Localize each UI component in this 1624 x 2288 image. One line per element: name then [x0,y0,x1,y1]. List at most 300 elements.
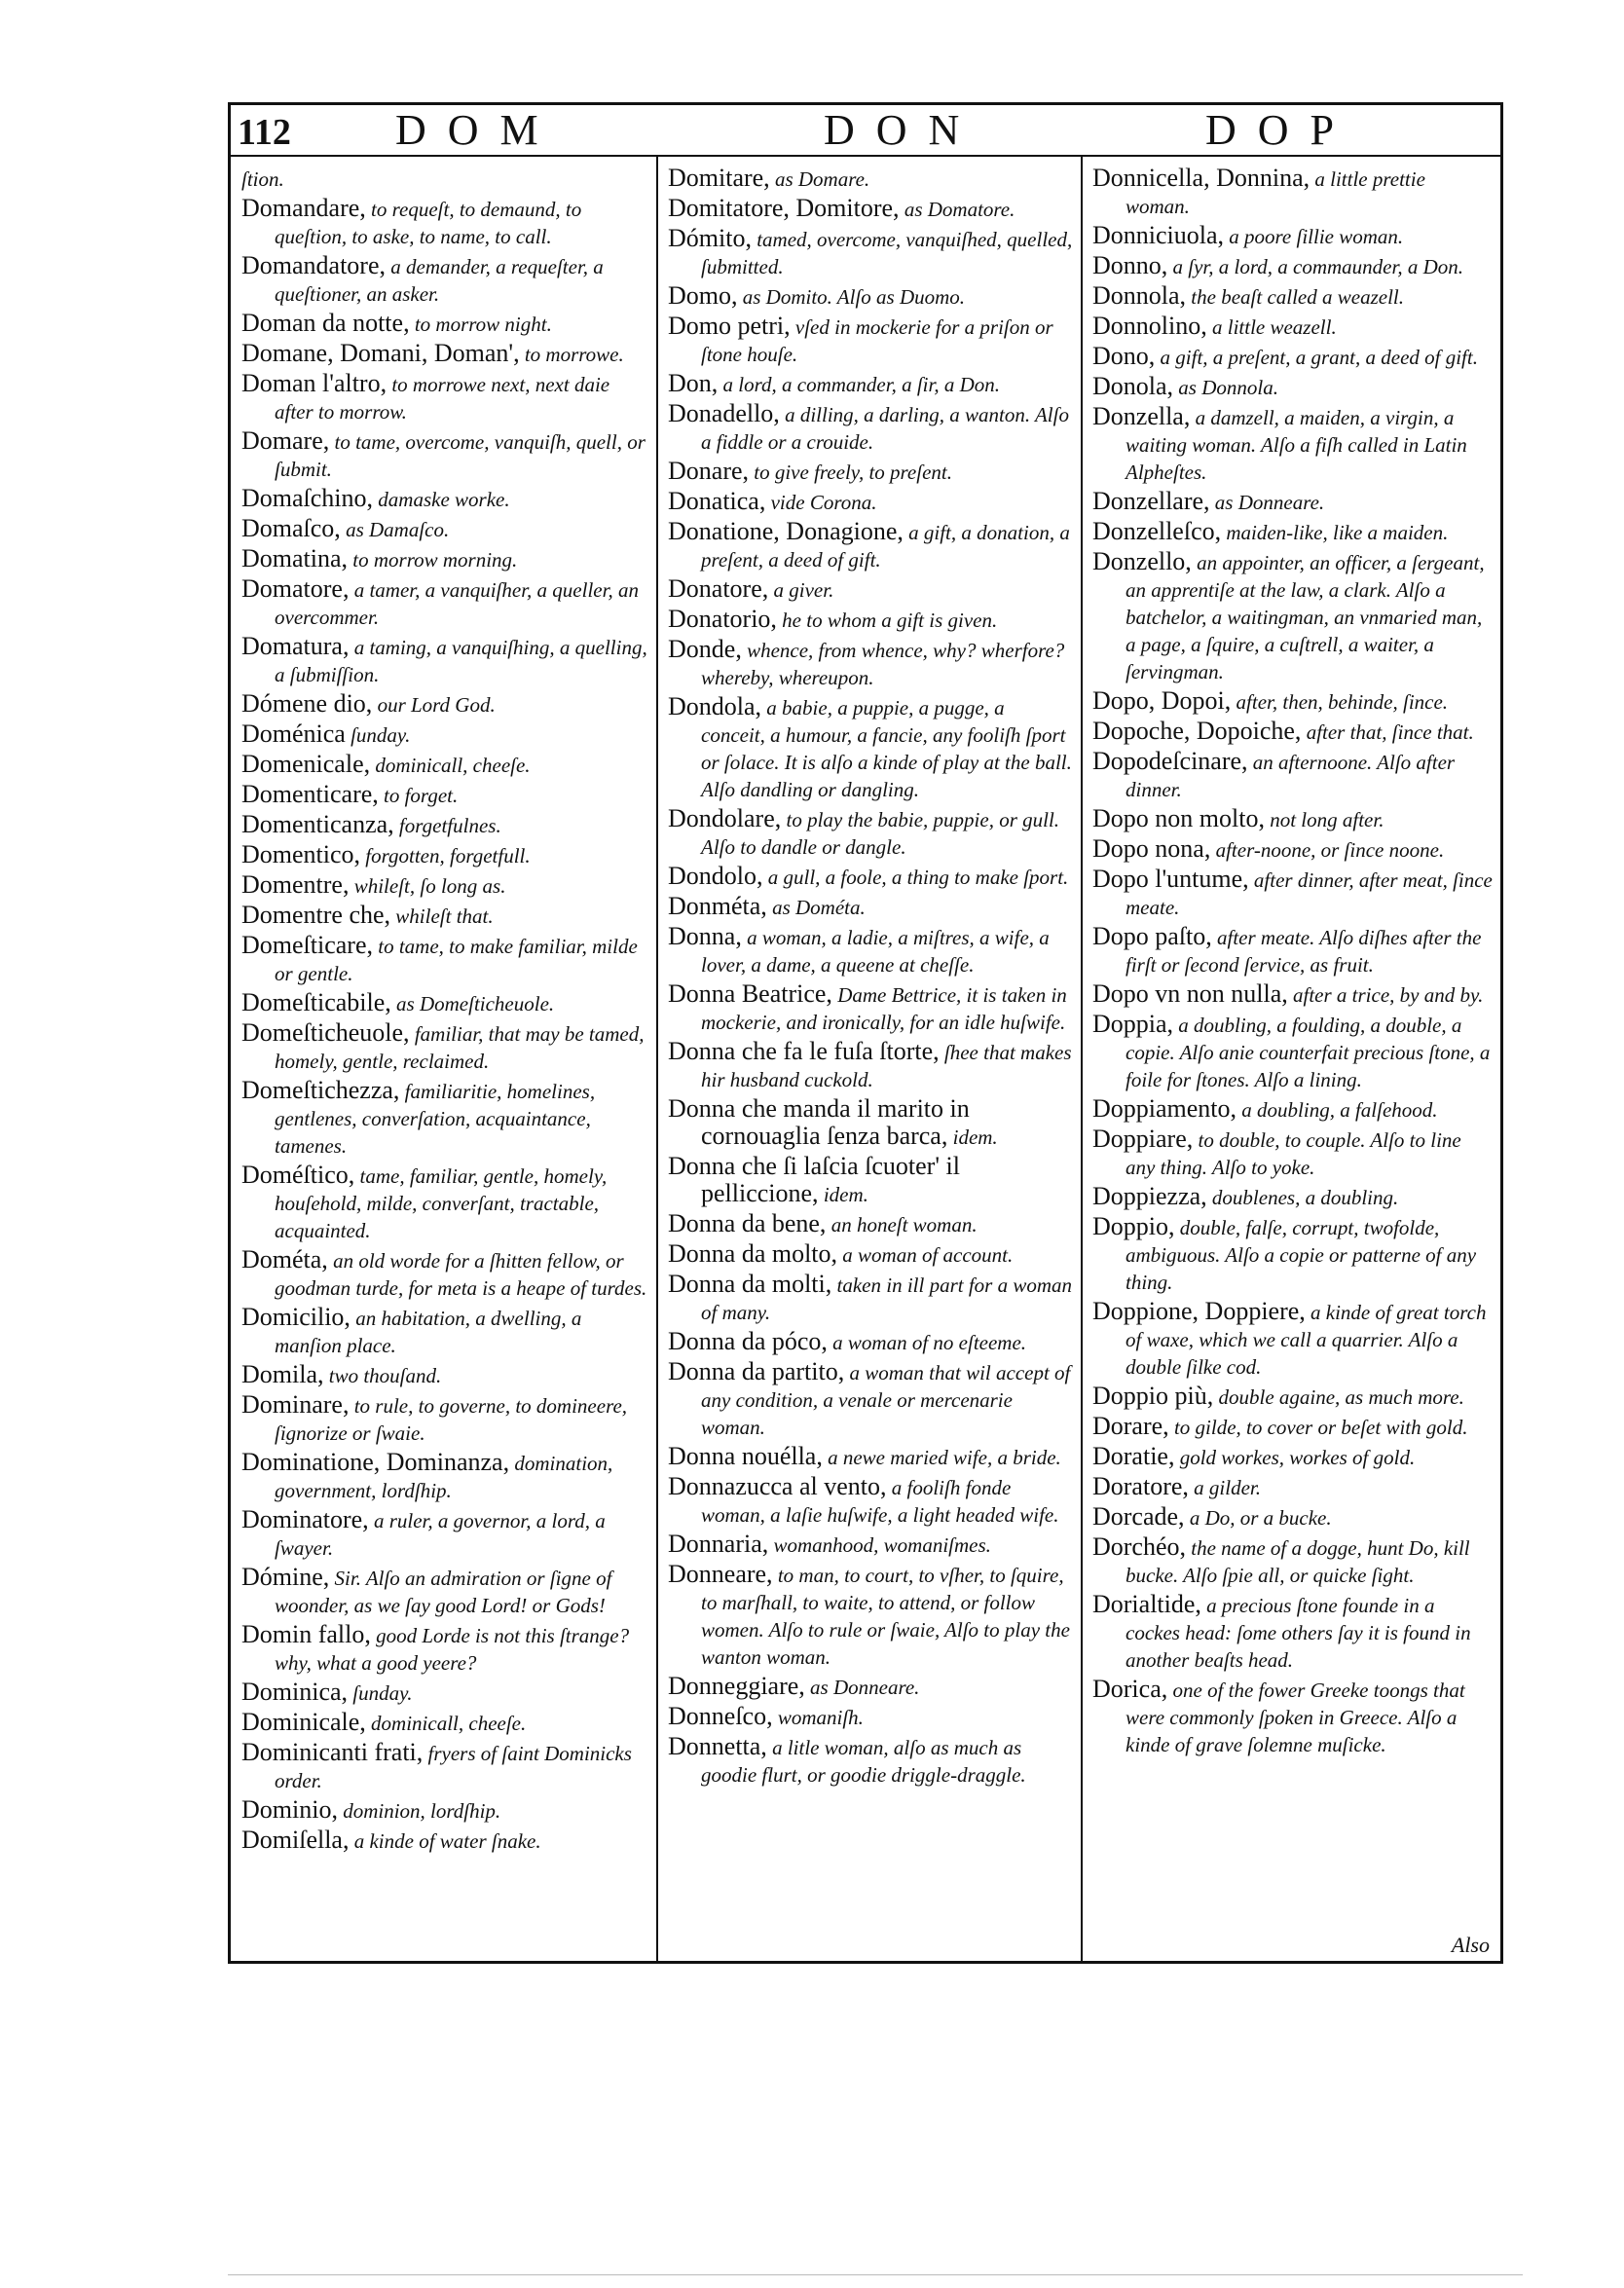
entry-definition: as Dométa. [766,896,866,919]
entry-definition: dominicall, cheeſe. [365,1712,527,1735]
entry-headword: Donneare, [668,1560,773,1588]
entry-definition: a woman, a ladie, a miſtres, a wife, a lover, a dame, a queene at cheſſe. [701,926,1050,977]
entry-headword: Donnetta, [668,1732,767,1760]
entry-headword: Donnola, [1092,281,1187,310]
dictionary-entry [668,1038,1073,1093]
dictionary-page [228,102,1503,1964]
entry-headword: Donneggiare, [668,1672,805,1700]
entry-definition: domination, government, lordſhip. [275,1452,613,1502]
top-rule [228,102,1503,105]
entry-definition: a woman of no eſteeme. [827,1331,1027,1354]
entry-definition: as Damaſco. [340,518,450,541]
entry-headword: Domenticare, [241,780,379,808]
dictionary-entry [241,1361,648,1389]
dictionary-entry [1092,1443,1494,1471]
entry-definition: a doubling, a falſehood. [1236,1098,1438,1122]
dictionary-entry [1092,718,1494,746]
entry-definition: double, falſe, corrupt, twofolde, ambiguous. Alſo a copie or patterne of any thing. [1126,1216,1477,1294]
entry-headword: Dopo, Dopoi, [1092,686,1232,715]
entry-headword: Donna che ſi laſcia ſcuoter' il pelliccione, [668,1152,960,1207]
entry-headword: Doppiamento, [1092,1094,1237,1123]
entry-definition: tame, familiar, gentle, homely, houſehold, milde, converſant, tractable, acquainted. [275,1164,608,1242]
page-number: 112 [238,112,291,153]
dictionary-entry [241,902,648,930]
dictionary-entry [1092,980,1494,1009]
dictionary-entry [241,690,648,719]
dictionary-entry [1092,1503,1494,1531]
entry-headword: Donzellare, [1092,487,1210,515]
dictionary-entry [241,340,648,368]
dictionary-entry [1092,1126,1494,1181]
left-rule [228,102,231,1964]
dictionary-entry [241,485,648,513]
entry-headword: Donna che fa le fuſa ſtorte, [668,1037,940,1065]
dictionary-entry [241,1621,648,1677]
entry-definition: ſunday. [348,1681,413,1705]
entry-headword: Domentico, [241,840,361,868]
entry-definition: doublenes, a doubling. [1206,1186,1399,1209]
entry-headword: Donzelleſco, [1092,517,1222,545]
dictionary-entry [241,1796,648,1825]
entry-definition: idem. [818,1183,868,1206]
entry-definition: good Lorde is not this ſtrange? why, what a good yeere? [275,1624,630,1675]
running-head-right: DOP [1205,106,1356,154]
entry-definition: after, then, behinde, ſince. [1231,690,1449,714]
entry-definition: an appointer, an officer, a ſergeant, an apprentiſe at the law, a clark. Alſo a batchelor, a waitingman, an vnmaried man, a page, a ſquire, a cuſtrell, a waiter, a ſervingman. [1126,551,1485,683]
dictionary-entry [1092,1011,1494,1093]
entry-definition: a gull, a foole, a thing to make ſport. [762,866,1069,889]
entry-headword: Domandatore, [241,251,387,279]
entry-definition: an afternoone. Alſo after dinner. [1126,751,1456,801]
column-divider [1081,155,1083,1964]
entry-definition: forgotten, forgetfull. [360,844,531,867]
dictionary-entry [1092,687,1494,716]
entry-definition: a precious ſtone founde in a cockes head: ſome others ſay it is found in another beaſts head. [1126,1594,1471,1672]
entry-headword: Dorcade, [1092,1502,1185,1531]
entry-headword: Dorchéo, [1092,1532,1187,1561]
entry-definition: a gilder. [1188,1476,1261,1499]
entry-headword: Doratore, [1092,1472,1189,1500]
dictionary-entry [1092,1183,1494,1211]
entry-definition: to tame, overcome, vanquiſh, quell, or ſubmit. [275,430,646,481]
entry-definition: as Donnola. [1173,376,1278,399]
entry-headword: Domeſticabile, [241,988,391,1016]
entry-headword: Dondolare, [668,804,782,832]
dictionary-entry [668,370,1073,398]
entry-definition: as Domare. [769,167,870,191]
entry-definition: a Do, or a bucke. [1184,1506,1332,1530]
entry-headword: Doman da notte, [241,309,410,337]
dictionary-entry [668,606,1073,634]
entry-definition: damaske worke. [373,488,510,511]
entry-headword: Doppio più, [1092,1382,1214,1410]
dictionary-entry [241,1739,648,1794]
entry-headword: Donna da molto, [668,1239,838,1268]
entry-headword: Doménica [241,720,346,748]
entry-definition: dominicall, cheeſe. [370,754,531,777]
header-rule [228,155,1503,157]
dictionary-entry [1092,518,1494,546]
entry-headword: Dominica, [241,1678,349,1706]
dictionary-entry [241,932,648,987]
entry-headword: Dorialtide, [1092,1590,1201,1618]
entry-headword: Dómine, [241,1563,330,1591]
entry-headword: Dominicale, [241,1708,366,1736]
dictionary-entry [668,863,1073,891]
entry-definition: as Donneare. [804,1676,920,1699]
entry-headword: Doppio, [1092,1212,1175,1240]
entry-headword: Dopo l'untume, [1092,865,1249,893]
dictionary-entry [241,1709,648,1737]
entry-definition: two thouſand. [323,1364,442,1387]
entry-definition: to morrow morning. [348,548,518,572]
dictionary-entry [1092,1213,1494,1296]
entry-headword: Donadello, [668,399,780,427]
entry-definition: a dilling, a darling, a wanton. Alſo a fiddle or a crouide. [701,403,1069,454]
entry-headword: Doppiare, [1092,1125,1194,1153]
entry-headword: Dorare, [1092,1412,1169,1440]
entry-headword: Dopo nona, [1092,834,1211,863]
entry-definition: a tamer, a vanquiſher, a queller, an overcommer. [275,578,639,629]
entry-headword: Donneſco, [668,1702,773,1730]
entry-headword: Doppiezza, [1092,1182,1207,1210]
entry-headword: Dondolo, [668,862,763,890]
entry-headword: Dopo paſto, [1092,922,1212,950]
dictionary-entry [241,195,648,250]
entry-headword: Dómene dio, [241,689,373,718]
entry-headword: Donnaria, [668,1530,769,1558]
entry-definition: a fooliſh fonde woman, a laſie huſwife, a light headed wife. [701,1476,1059,1527]
dictionary-entry [668,1358,1073,1441]
entry-headword: Donméta, [668,892,767,920]
dictionary-entry [241,871,648,900]
dictionary-entry [668,893,1073,921]
dictionary-entry [241,1449,648,1504]
entry-headword: Domicilio, [241,1303,351,1331]
dictionary-entry [668,1328,1073,1356]
entry-headword: Donatica, [668,487,766,515]
entry-headword: Dopodeſcinare, [1092,747,1248,775]
entry-headword: Dorica, [1092,1675,1168,1703]
entry-definition: a ſyr, a lord, a commaunder, a Don. [1167,255,1463,278]
entry-headword: Domatura, [241,632,350,660]
dictionary-entry [668,1443,1073,1471]
entry-definition: a giver. [768,578,834,602]
entry-headword: Donno, [1092,251,1168,279]
dictionary-entry [241,165,648,193]
entry-definition: ſhee that makes hir husband cuckold. [701,1041,1072,1091]
entry-headword: Domeſtichezza, [241,1076,400,1104]
entry-headword: Domaſchino, [241,484,374,512]
entry-headword: Doratie, [1092,1442,1175,1470]
entry-headword: Domila, [241,1360,324,1388]
entry-definition: a poore ſillie woman. [1224,225,1404,248]
entry-definition: a gift, a donation, a preſent, a deed of gift. [701,521,1070,572]
entry-headword: Dominatore, [241,1505,369,1533]
dictionary-entry [668,195,1073,223]
dictionary-entry [241,989,648,1017]
dictionary-entry [241,1304,648,1359]
entry-definition: an habitation, a dwelling, a manſion place. [275,1307,582,1357]
dictionary-entry [668,1733,1073,1789]
dictionary-entry [241,1679,648,1707]
dictionary-entry [241,1246,648,1302]
running-head-center: DON [824,106,981,154]
dictionary-entry [668,805,1073,861]
entry-definition: fryers of ſaint Dominicks order. [275,1742,632,1792]
dictionary-entry [241,575,648,631]
entry-headword: Dominicanti frati, [241,1738,424,1766]
dictionary-entry [241,427,648,483]
entry-headword: Dómito, [668,224,752,252]
entry-definition: an honeſt woman. [826,1213,978,1236]
dictionary-entry [241,545,648,573]
entry-headword: Donnicella, Donnina, [1092,165,1310,192]
entry-definition: a newe maried wife, a bride. [822,1446,1061,1469]
dictionary-entry [668,1703,1073,1731]
entry-headword: Donna nouélla, [668,1442,823,1470]
dictionary-entry [668,282,1073,311]
dictionary-entry [1092,1676,1494,1758]
entry-definition: a woman that wil accept of any condition, a venale or mercenarie woman. [701,1361,1071,1439]
dictionary-entry [668,1153,1073,1208]
entry-headword: Donniciuola, [1092,221,1225,249]
entry-headword: Dopo vn non nulla, [1092,979,1288,1008]
entry-headword: Dondola, [668,692,762,720]
entry-definition: after that, ſince that. [1301,720,1474,744]
dictionary-entry [241,781,648,809]
dictionary-entry [668,1271,1073,1326]
entry-definition: a damzell, a maiden, a virgin, a waiting woman. Alſo a fiſh called in Latin Alpheſtes. [1126,406,1467,484]
entry-headword: Doppione, Doppiere, [1092,1297,1306,1325]
entry-headword: Donna da partito, [668,1357,845,1385]
dictionary-entry [241,1019,648,1075]
dictionary-entry [668,458,1073,486]
dictionary-entry [1092,1298,1494,1381]
dictionary-entry [668,693,1073,803]
entry-headword: Donna Beatrice, [668,979,832,1008]
dictionary-entry [668,923,1073,978]
entry-definition: double againe, as much more. [1213,1385,1464,1409]
dictionary-entry [241,1162,648,1244]
entry-definition: maiden-like, like a maiden. [1221,521,1449,544]
entry-headword: Dométa, [241,1245,328,1273]
dictionary-entry [668,1673,1073,1701]
entry-definition: ſtion. [241,167,284,191]
dictionary-entry [1092,165,1494,220]
dictionary-entry [668,1473,1073,1529]
dictionary-entry [241,720,648,749]
column-divider [656,155,658,1964]
entry-column-middle [668,165,1073,1956]
entry-headword: Dominio, [241,1795,338,1824]
entry-definition: as Domeſticheuole. [390,992,555,1015]
entry-headword: Domane, Domani, Doman', [241,339,520,367]
entry-definition: Dame Bettrice, it is taken in mockerie, and ironically, for an idle huſwife. [701,983,1067,1034]
dictionary-entry [668,313,1073,368]
entry-headword: Don, [668,369,719,397]
entry-definition: to morrowe. [519,343,624,366]
dictionary-entry [668,518,1073,573]
entry-headword: Domentre, [241,870,350,899]
dictionary-entry [1092,488,1494,516]
dictionary-entry [241,1077,648,1160]
entry-definition: taken in ill part for a woman of many. [701,1273,1073,1324]
entry-definition: a woman of account. [837,1243,1014,1267]
entry-headword: Donde, [668,635,742,663]
dictionary-entry [241,633,648,688]
entry-definition: to forget. [378,784,459,807]
entry-headword: Donzella, [1092,402,1191,430]
running-head-left: DOM [395,106,560,154]
dictionary-entry [668,1240,1073,1269]
entry-definition: a litle woman, alſo as much as goodie flurt, or goodie driggle-draggle. [701,1736,1026,1787]
entry-definition: to requeſt, to demaund, to queſtion, to aske, to name, to call. [275,198,582,248]
entry-definition: as Domatore. [899,198,1015,221]
entry-headword: Dominatione, Dominanza, [241,1448,510,1476]
dictionary-entry [1092,222,1494,250]
entry-headword: Donatorio, [668,605,777,633]
dictionary-entry [668,980,1073,1036]
entry-definition: a little prettie woman. [1126,167,1425,218]
entry-definition: a kinde of water ſnake. [349,1829,541,1853]
entry-definition: to give freely, to preſent. [749,461,952,484]
dictionary-entry [1092,313,1494,341]
dictionary-entry [1092,866,1494,921]
entry-headword: Doman l'altro, [241,369,388,397]
entry-definition: a taming, a vanquiſhing, a quelling, a ſubmiſſion. [275,636,647,686]
entry-definition: to play the babie, puppie, or gull. Alſo to dandle or dangle. [701,808,1060,859]
entry-definition: tamed, overcome, vanquiſhed, quelled, ſubmitted. [701,228,1073,278]
entry-headword: Domitare, [668,165,770,192]
entry-definition: after dinner, after meat, ſince meate. [1126,868,1493,919]
entry-headword: Domandare, [241,194,366,222]
entry-headword: Donna da bene, [668,1209,827,1237]
entry-definition: to morrowe next, next daie after to morrow. [275,373,610,424]
entry-definition: an old worde for a ſhitten fellow, or goodman turde, for meta is a heape of turdes. [275,1249,647,1300]
dictionary-entry [668,636,1073,691]
entry-definition: a babie, a puppie, a pugge, a conceit, a humour, a fancie, any fooliſh ſport or ſolace. It is alſo a kinde of play at the ball. Alſo dandling or dangling. [701,696,1072,801]
entry-headword: Donare, [668,457,750,485]
entry-headword: Domeſticheuole, [241,1018,410,1047]
entry-definition: to tame, to make familiar, milde or gentle. [275,935,638,985]
dictionary-entry [668,225,1073,280]
catchword: Also [1451,1933,1490,1957]
dictionary-entry [241,751,648,779]
entry-headword: Doméſtico, [241,1161,355,1189]
entry-definition: not long after. [1264,808,1384,831]
entry-definition: as Domito. Alſo as Duomo. [737,285,966,309]
entry-definition: vſed in mockerie for a priſon or ſtone houſe. [701,315,1053,366]
entry-headword: Dominare, [241,1390,350,1419]
entry-definition: one of the fower Greeke toongs that were commonly ſpoken in Greece. Alſo a kinde of grave ſolemne muſicke. [1126,1679,1465,1756]
dictionary-entry [1092,252,1494,280]
dictionary-entry [668,1095,1073,1151]
entry-headword: Donna da molti, [668,1270,832,1298]
entry-headword: Domentre che, [241,901,391,929]
entry-definition: whileſt that. [390,904,494,928]
dictionary-entry [1092,343,1494,371]
entry-headword: Domaſco, [241,514,341,542]
entry-definition: to man, to court, to vſher, to ſquire, to marſhall, to waite, to attend, or follow women. Alſo to rule or ſwaie, Alſo to play the wanton woman. [701,1564,1070,1669]
entry-definition: our Lord God. [372,693,496,717]
entry-definition: after meate. Alſo diſhes after the firſt or ſecond ſervice, as fruit. [1126,926,1482,977]
dictionary-entry [241,310,648,338]
dictionary-entry [668,1531,1073,1559]
entry-definition: the beaſt called a weazell. [1186,285,1404,309]
entry-column-left [241,165,648,1956]
entry-definition: dominion, lordſhip. [337,1799,501,1823]
dictionary-entry [668,1561,1073,1671]
entry-headword: Donna che manda il marito in cornouaglia ſenza barca, [668,1094,970,1150]
entry-headword: Domo, [668,281,738,310]
dictionary-entry [668,400,1073,456]
entry-headword: Donatione, Donagione, [668,517,904,545]
dictionary-entry [241,1827,648,1855]
dictionary-entry [241,252,648,308]
entry-definition: to morrow night. [409,313,552,336]
dictionary-entry [1092,805,1494,833]
entry-headword: Domin fallo, [241,1620,371,1648]
entry-headword: Dono, [1092,342,1156,370]
entry-headword: Donna, [668,922,742,950]
entry-headword: Domare, [241,426,330,455]
entry-definition: a kinde of great torch of waxe, which we call a quarrier. Alſo a double ſilke cod. [1126,1301,1487,1379]
entry-headword: Donnazucca al vento, [668,1472,887,1500]
entry-headword: Domo petri, [668,312,791,340]
entry-definition: a little weazell. [1206,315,1337,339]
dictionary-entry [241,1506,648,1562]
entry-definition: vide Corona. [765,491,877,514]
dictionary-entry [1092,548,1494,685]
dictionary-entry [668,575,1073,604]
dictionary-entry [241,370,648,425]
entry-definition: whileſt, ſo long as. [349,874,506,898]
entry-definition: womaniſh. [772,1706,864,1729]
entry-definition: as Donneare. [1209,491,1325,514]
entry-definition: forgetfulnes. [393,814,501,837]
entry-headword: Donola, [1092,372,1174,400]
entry-headword: Domatore, [241,574,350,603]
entry-definition: womanhood, womaniſmes. [768,1533,991,1557]
dictionary-entry [1092,1591,1494,1674]
entry-definition: ſunday. [345,723,411,747]
entry-definition: to gilde, to cover or beſet with gold. [1168,1416,1468,1439]
entry-headword: Donna da póco, [668,1327,828,1355]
entry-headword: Domenticanza, [241,810,394,838]
entry-headword: Domiſella, [241,1826,350,1854]
entry-headword: Domitatore, Domitore, [668,194,900,222]
entry-definition: a demander, a requeſter, a queſtioner, an asker. [275,255,604,306]
dictionary-entry [241,811,648,839]
page-edge-line [228,2274,1523,2275]
entry-column-right [1092,165,1494,1956]
dictionary-entry [1092,282,1494,311]
entry-definition: to double, to couple. Alſo to line any thing. Alſo to yoke. [1126,1128,1461,1179]
right-rule [1500,102,1503,1964]
dictionary-entry [668,488,1073,516]
entry-definition: after a trice, by and by. [1287,983,1484,1007]
entry-definition: Sir. Alſo an admiration or ſigne of woonder, as we ſay good Lord! or Gods! [275,1567,612,1617]
entry-headword: Domeſticare, [241,931,373,959]
bottom-rule [228,1961,1503,1964]
entry-definition: the name of a dogge, hunt Do, kill bucke. Alſo ſpie all, or quicke ſight. [1126,1536,1470,1587]
dictionary-entry [1092,1533,1494,1589]
entry-definition: to rule, to governe, to domineere, ſignorize or ſwaie. [275,1394,628,1445]
dictionary-entry [1092,1095,1494,1124]
entry-definition: familiar, that may be tamed, homely, gentle, reclaimed. [275,1022,645,1073]
dictionary-entry [241,841,648,869]
